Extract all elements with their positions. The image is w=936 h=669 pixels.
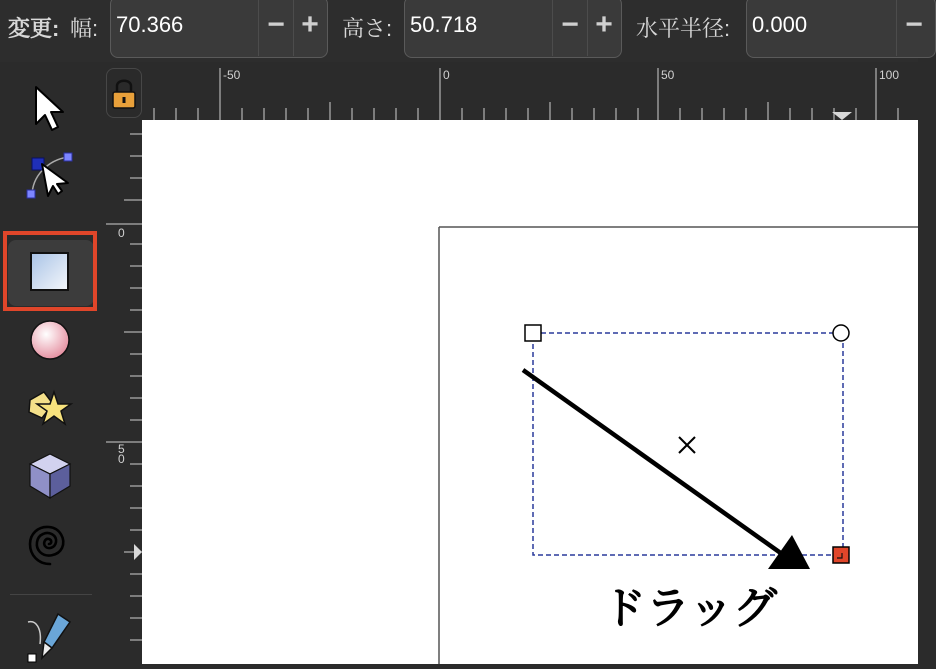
width-increment-button[interactable]: + — [301, 8, 319, 41]
ruler-position-marker — [134, 544, 142, 560]
divider — [552, 0, 553, 56]
ruler-position-marker — [832, 112, 852, 120]
vruler-label-0b: 0 — [118, 452, 125, 466]
drag-arrow-head — [768, 535, 810, 569]
selector-tool[interactable] — [20, 80, 80, 140]
divider — [896, 0, 897, 56]
spiral-icon — [18, 514, 78, 574]
radius-x-label: 水平半径: — [636, 16, 731, 41]
3dbox-tool[interactable] — [20, 446, 80, 506]
rectangle-tool[interactable] — [20, 242, 80, 302]
radius-x-decrement-button[interactable]: − — [905, 8, 923, 41]
horizontal-ruler — [142, 62, 918, 120]
drag-arrow-line — [523, 370, 782, 554]
vruler-label-0: 0 — [118, 226, 125, 240]
canvas-drawing — [142, 120, 918, 664]
spiral-tool[interactable] — [18, 514, 78, 574]
circle-icon — [20, 310, 80, 370]
ruler-ticks — [100, 120, 142, 664]
arrow-pointer-icon — [20, 80, 80, 140]
corner-handle-bottom-right[interactable] — [833, 547, 849, 563]
radius-handle[interactable] — [833, 325, 849, 341]
width-decrement-button[interactable]: − — [267, 8, 285, 41]
guide-lock-button[interactable] — [106, 68, 142, 118]
star-tool[interactable] — [20, 378, 80, 438]
height-decrement-button[interactable]: − — [561, 8, 579, 41]
vertical-ruler — [100, 120, 142, 664]
width-input[interactable]: 70.366 — [116, 12, 184, 37]
height-label: 高さ: — [342, 16, 393, 41]
drawing-canvas[interactable] — [142, 120, 918, 664]
star-polygon-icon — [20, 378, 80, 438]
rectangle-icon — [20, 242, 80, 302]
ellipse-tool[interactable] — [20, 310, 80, 370]
transform-label: 変更: — [8, 16, 60, 41]
ruler-label-100: 100 — [879, 68, 900, 82]
drag-annotation: ドラッグ — [602, 583, 778, 634]
vruler-label-5: 5 — [118, 442, 125, 456]
node-edit-icon — [18, 148, 82, 208]
pen-tool[interactable] — [22, 604, 82, 664]
height-increment-button[interactable]: + — [595, 8, 613, 41]
corner-handle-top-left[interactable] — [525, 325, 541, 341]
ruler-label-0: 0 — [443, 68, 450, 82]
toolbox-divider — [10, 594, 92, 595]
divider — [258, 0, 259, 56]
lock-icon — [107, 69, 141, 117]
ruler-label-minus50: -50 — [223, 68, 241, 82]
radius-x-input[interactable]: 0.000 — [752, 12, 808, 37]
center-cross-icon — [679, 437, 695, 453]
ruler-ticks — [142, 62, 918, 120]
node-tool[interactable] — [18, 148, 78, 208]
tool-controls-bar — [0, 0, 923, 62]
height-input[interactable]: 50.718 — [410, 12, 478, 37]
cube-icon — [20, 446, 80, 506]
ruler-label-50: 50 — [661, 68, 675, 82]
pen-icon — [22, 604, 82, 664]
width-label: 幅: — [70, 16, 99, 41]
